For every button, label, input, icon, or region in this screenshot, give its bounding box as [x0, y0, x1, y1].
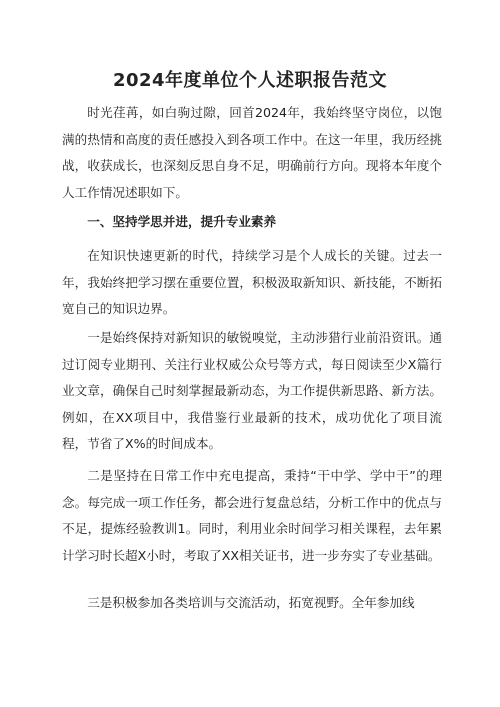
point-two-paragraph: 二是坚持在日常工作中充电提高，秉持“干中学、学中干”的理念。每完成一项工作任务，都会进行复盘总结，分析工作中的优点与不足，提炼经验教训1。同时，利用业余时间学习相关课程，去年累计学习时长超X小时，考取了XX相关证书，进一步夯实了专业基础。 — [62, 468, 442, 563]
section-intro-paragraph: 在知识快速更新的时代，持续学习是个人成长的关键。过去一年，我始终把学习摆在重要位置，积极汲取新知识、新技能，不断拓宽自己的知识边界。 — [62, 248, 442, 317]
intro-paragraph: 时光荏苒，如白驹过隙，回首2024年，我始终坚守岗位，以饱满的热情和高度的责任感投入到各项工作中。在这一年里，我历经挑战，收获成长，也深刻反思自身不足，明确前行方向。现将本年度个人工作情况述职如下。 — [62, 105, 442, 200]
section-heading: 一、坚持学思并进，提升专业素养 — [87, 214, 277, 229]
document-title: 2024年度单位个人述职报告范文 — [112, 70, 388, 91]
point-one-paragraph: 一是始终保持对新知识的敏锐嗅觉，主动涉猎行业前沿资讯。通过订阅专业期刊、关注行业权威公众号等方式，每日阅读至少X篇行业文章，确保自己时刻掌握最新动态，为工作提供新思路、新方法。例如，在XX项目中，我借鉴行业最新的技术，成功优化了项目流程，节省了X%的时间成本。 — [62, 330, 442, 452]
point-three-paragraph: 三是积极参加各类培训与交流活动，拓宽视野。全年参加线 — [87, 595, 415, 610]
